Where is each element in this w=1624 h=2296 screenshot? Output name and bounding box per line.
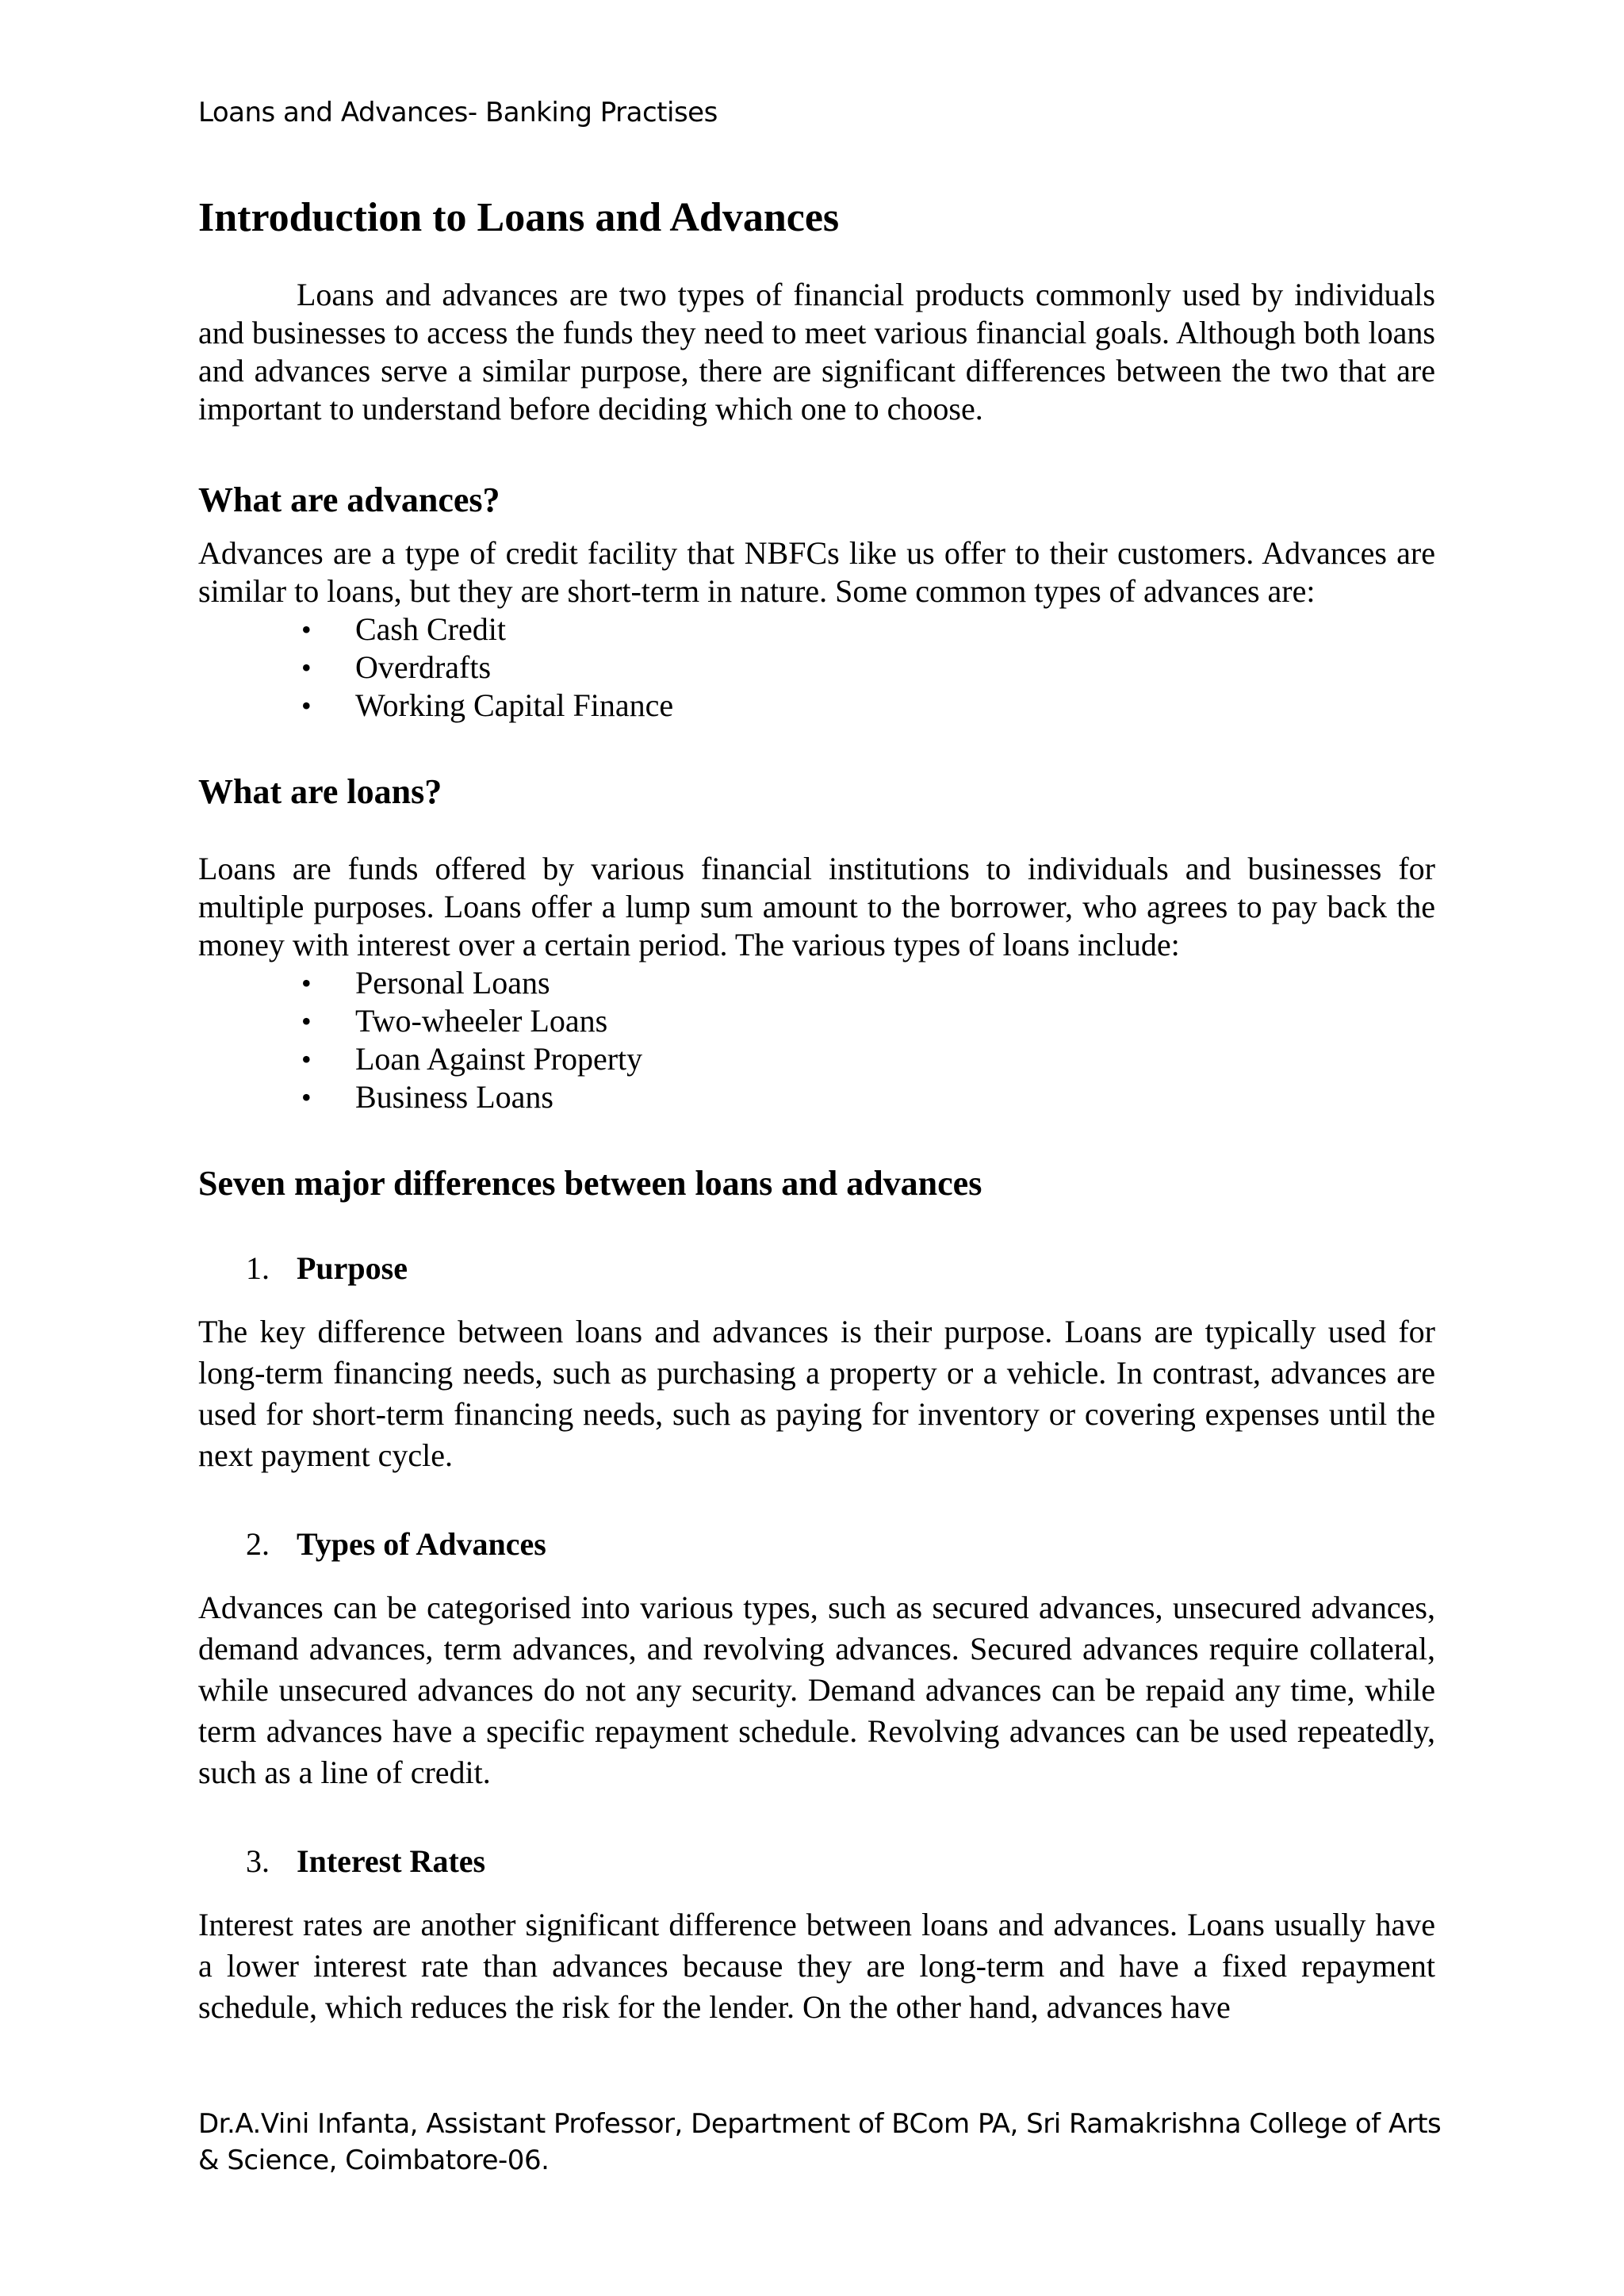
bullet-icon: • — [301, 690, 312, 721]
difference-point-title — [198, 1249, 1435, 1288]
bullet-icon: • — [301, 614, 312, 645]
list-item-label: Two-wheeler Loans — [355, 1003, 608, 1039]
list-item — [198, 649, 1435, 687]
point-title: Interest Rates — [297, 1843, 486, 1879]
page-title: Introduction to Loans and Advances — [198, 195, 840, 240]
bullet-icon: • — [301, 1005, 312, 1037]
advances-heading: What are advances? — [198, 480, 500, 519]
point-title: Purpose — [297, 1250, 408, 1286]
advances-paragraph: Advances are a type of credit facility that NBFCs like us offer to their customers. Advances are similar to loans, but they are short-term in nature. Some common types of advances are: — [198, 535, 1435, 609]
differences-heading: Seven major differences between loans and advances — [198, 1164, 982, 1203]
list-item-label: Overdrafts — [355, 649, 492, 685]
advances-list — [198, 610, 1435, 725]
difference-point-text: Interest rates are another significant difference between loans and advances. Loans usually have a lower interest rate than advances because they are long-term and have a fixed repayment schedule, which reduces the risk for the lender. On the other hand, advances have — [198, 1907, 1435, 2025]
running-footer: Dr.A.Vini Infanta, Assistant Professor, Department of BCom PA, Sri Ramakrishna College of Arts & Science, Coimbatore-06. — [198, 2108, 1442, 2176]
point-number: 3. — [246, 1843, 270, 1879]
intro-paragraph: Loans and advances are two types of financial products commonly used by individuals and businesses to access the funds they need to meet various financial goals. Although both loans and advances serve a similar purpose, there are significant differences between the two that are important to understand before deciding which one to choose. — [198, 277, 1435, 427]
loans-list — [198, 964, 1435, 1116]
bullet-icon: • — [301, 967, 312, 999]
loans-paragraph: Loans are funds offered by various financial institutions to individuals and businesses for multiple purposes. Loans offer a lump sum amount to the borrower, who agrees to pay back the money with interest over a certain period. The various types of loans include: — [198, 851, 1435, 962]
list-item — [198, 1040, 1435, 1078]
difference-point-title — [198, 1525, 1435, 1563]
bullet-icon: • — [301, 1043, 312, 1075]
point-number: 2. — [246, 1526, 270, 1562]
list-item — [198, 1078, 1435, 1116]
loans-heading: What are loans? — [198, 772, 442, 811]
point-title: Types of Advances — [297, 1526, 546, 1562]
difference-point-text: The key difference between loans and advances is their purpose. Loans are typically used for long-term financing needs, such as purchasing a property or a vehicle. In contrast, advances are used for short-term financing needs, such as paying for inventory or covering expenses until the next payment cycle. — [198, 1314, 1435, 1473]
bullet-icon: • — [301, 652, 312, 683]
list-item-label: Business Loans — [355, 1079, 553, 1115]
difference-point-text: Advances can be categorised into various types, such as secured advances, unsecured advances, demand advances, term advances, and revolving advances. Secured advances require collateral, while unsecured advances do not any security. Demand advances can be repaid any time, while term advances have a specific repayment schedule. Revolving advances can be used repeatedly, such as a line of credit. — [198, 1590, 1435, 1790]
list-item — [198, 1002, 1435, 1040]
point-number: 1. — [246, 1250, 270, 1286]
list-item — [198, 610, 1435, 649]
list-item — [198, 687, 1435, 725]
list-item-label: Personal Loans — [355, 965, 550, 1001]
list-item — [198, 964, 1435, 1002]
bullet-icon: • — [301, 1081, 312, 1113]
difference-point-title — [198, 1843, 1435, 1881]
list-item-label: Cash Credit — [355, 611, 506, 647]
running-header: Loans and Advances- Banking Practises — [198, 97, 718, 128]
document-body — [198, 193, 1435, 2028]
list-item-label: Working Capital Finance — [355, 687, 674, 723]
list-item-label: Loan Against Property — [355, 1041, 643, 1077]
differences-list — [198, 1249, 1435, 2028]
